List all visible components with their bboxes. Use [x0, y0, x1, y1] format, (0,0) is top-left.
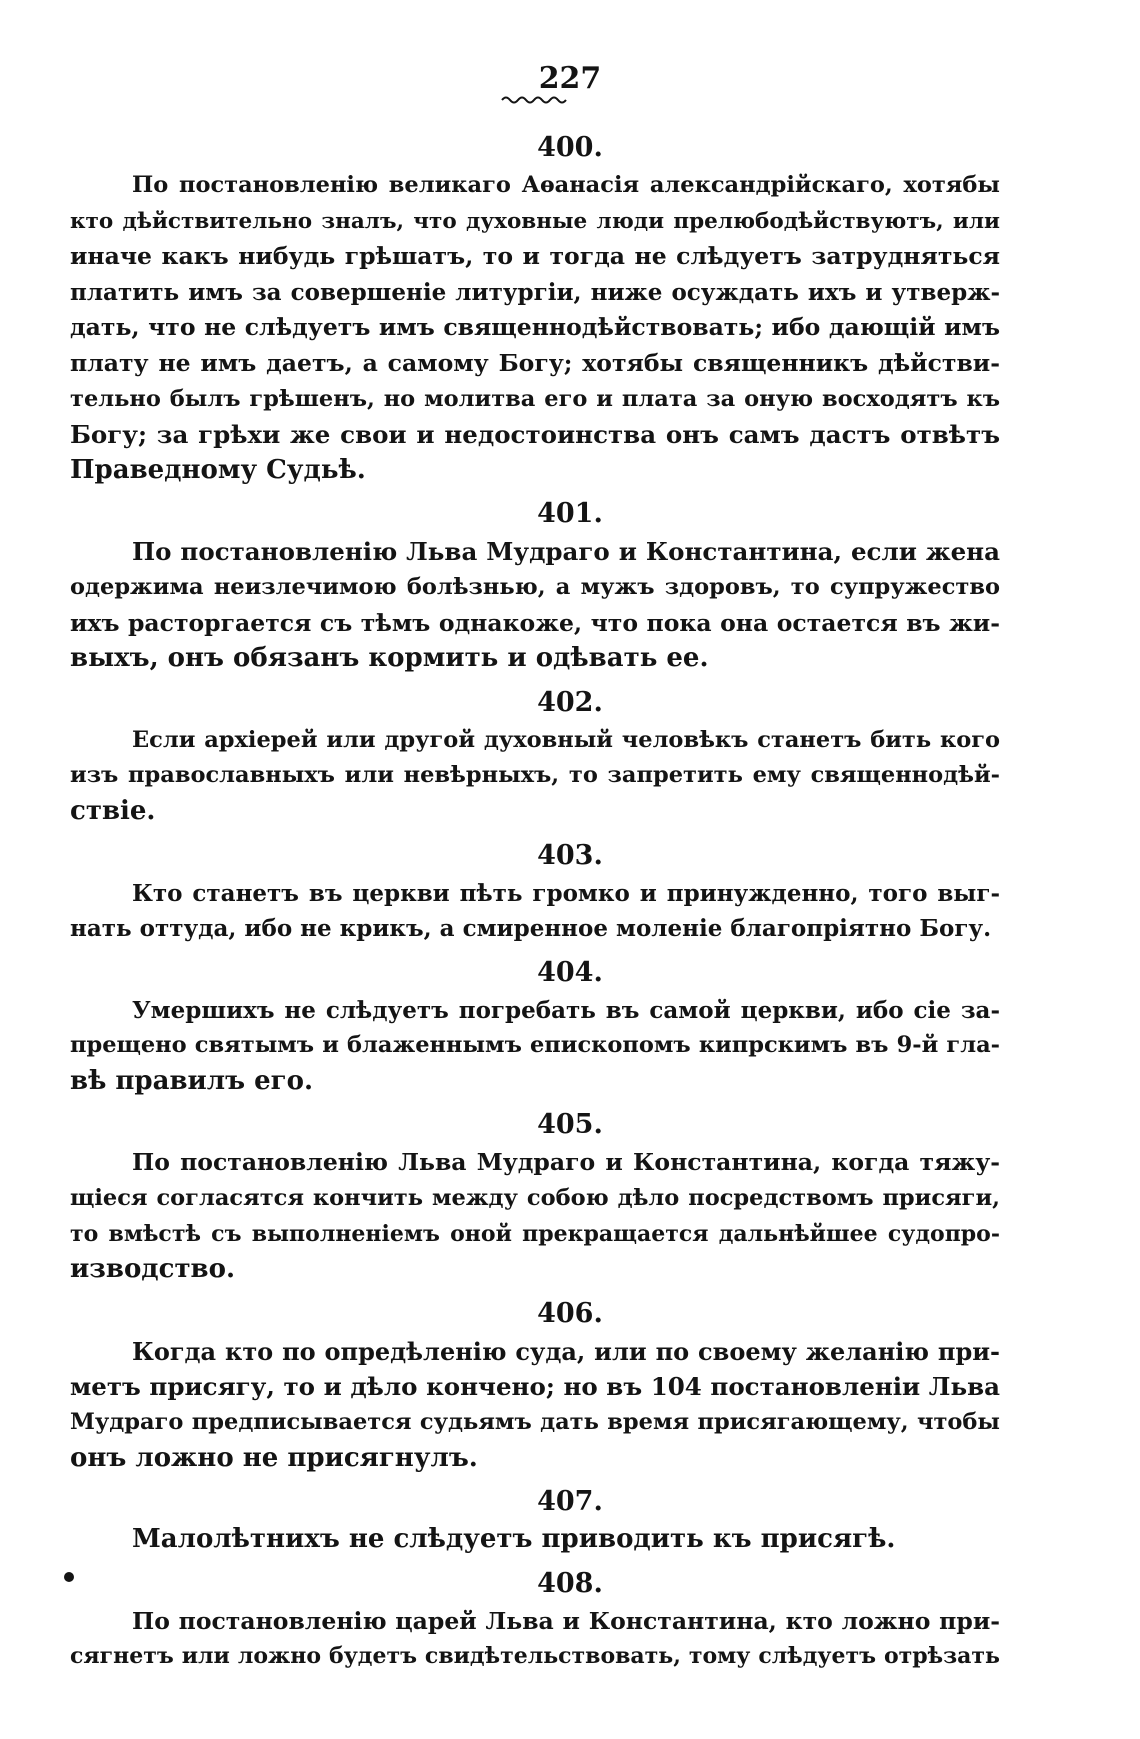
page-number: 227: [538, 61, 602, 96]
section-paragraph: [70, 534, 1000, 676]
section-number: 404.: [537, 956, 603, 988]
section-paragraph: [70, 1334, 1000, 1476]
text-line: Праведному Судьѣ.: [70, 454, 366, 485]
text-line: Когда кто по опредѣленію суда, или по своему желанію при-: [132, 1336, 1000, 1366]
text-line: Богу; за грѣхи же свои и недостоинства онъ самъ дастъ отвѣтъ: [70, 420, 1000, 450]
text-line: плату не имъ даетъ, а самому Богу; хотябы священникъ дѣйстви-: [70, 348, 1000, 377]
text-line: изводство.: [70, 1254, 236, 1285]
section-number: 400.: [537, 132, 603, 163]
text-line: дать, что не слѣдуетъ имъ священнодѣйствовать; ибо дающій имъ: [70, 313, 1000, 342]
text-line: Если архіерей или другой духовный человѣкъ станетъ бить кого: [132, 726, 1000, 753]
text-line: иначе какъ нибудь грѣшатъ, то и тогда не слѣдуетъ затрудняться: [70, 242, 1000, 271]
text-line: выхъ, онъ обязанъ кормить и одѣвать ее.: [70, 643, 709, 674]
page-number-underline: [500, 94, 572, 104]
text-line: По постановленію великаго Аѳанасія александрійскаго, хотябы: [132, 172, 1000, 198]
text-line: Кто станетъ въ церкви пѣть громко и принужденно, того выг-: [132, 879, 1000, 907]
text-line: метъ присягу, то и дѣло кончено; но въ 104 постановленіи Льва: [70, 1372, 1000, 1402]
text-line: кто дѣйствительно зналъ, что духовные люди прелюбодѣйствуютъ, или: [70, 208, 1000, 234]
text-line: Мудраго предписывается судьямъ дать время присягающему, чтобы: [70, 1409, 1000, 1436]
text-line: то вмѣстѣ съ выполненіемъ оной прекращается дальнѣйшее судопро-: [70, 1220, 1000, 1247]
ink-spot: [64, 1572, 74, 1582]
section-number: 401.: [537, 498, 603, 530]
section-number: 408.: [537, 1567, 603, 1599]
section-number: 407.: [537, 1486, 603, 1518]
text-line: Малолѣтнихъ не слѣдуетъ приводить къ присягѣ.: [132, 1524, 896, 1555]
text-line: прещено святымъ и блаженнымъ епископомъ кипрскимъ въ 9-й гла-: [70, 1032, 1000, 1059]
section-paragraph: [70, 1604, 1000, 1675]
text-line: тельно былъ грѣшенъ, но молитва его и плата за оную восходятъ къ: [70, 385, 1000, 412]
text-line: онъ ложно не присягнулъ.: [70, 1442, 478, 1473]
section-number: 406.: [537, 1297, 603, 1329]
section-paragraph: [70, 723, 1000, 830]
section-number: 403.: [537, 839, 603, 871]
section-paragraph: [70, 1522, 1000, 1558]
text-line: По постановленію Льва Мудраго и Константина, когда тяжу-: [132, 1148, 1000, 1177]
text-body: [70, 128, 1000, 1681]
text-line: нать оттуда, ибо не крикъ, а смиренное моленіе благопріятно Богу.: [70, 915, 992, 943]
section-paragraph: [70, 168, 1000, 488]
text-line: вѣ правилъ его.: [70, 1065, 314, 1096]
text-line: Умершихъ не слѣдуетъ погребать въ самой церкви, ибо сіе за-: [132, 996, 1000, 1024]
text-line: По постановленію Льва Мудраго и Константина, если жена: [132, 537, 1000, 567]
text-line: одержима неизлечимою болѣзнью, а мужъ здоровъ, то супружество: [70, 573, 1000, 600]
section-paragraph: [70, 1145, 1000, 1287]
text-line: изъ православныхъ или невѣрныхъ, то запретить ему священнодѣй-: [70, 762, 1000, 789]
text-line: ствіе.: [70, 795, 156, 826]
section-number: 402.: [537, 686, 603, 718]
text-line: сягнетъ или ложно будетъ свидѣтельствовать, тому слѣдуетъ отрѣзать: [70, 1643, 1000, 1670]
section-number: 405.: [537, 1109, 603, 1141]
text-line: платить имъ за совершеніе литургіи, ниже осуждать ихъ и утверж-: [70, 278, 1000, 306]
text-line: По постановленію царей Льва и Константина, кто ложно при-: [132, 1606, 1000, 1635]
text-line: щіеся согласятся кончить между собою дѣло посредствомъ присяги,: [70, 1185, 1000, 1212]
section-paragraph: [70, 993, 1000, 1100]
text-line: ихъ расторгается съ тѣмъ однакоже, что пока она остается въ жи-: [70, 608, 1000, 637]
section-paragraph: [70, 876, 1000, 947]
